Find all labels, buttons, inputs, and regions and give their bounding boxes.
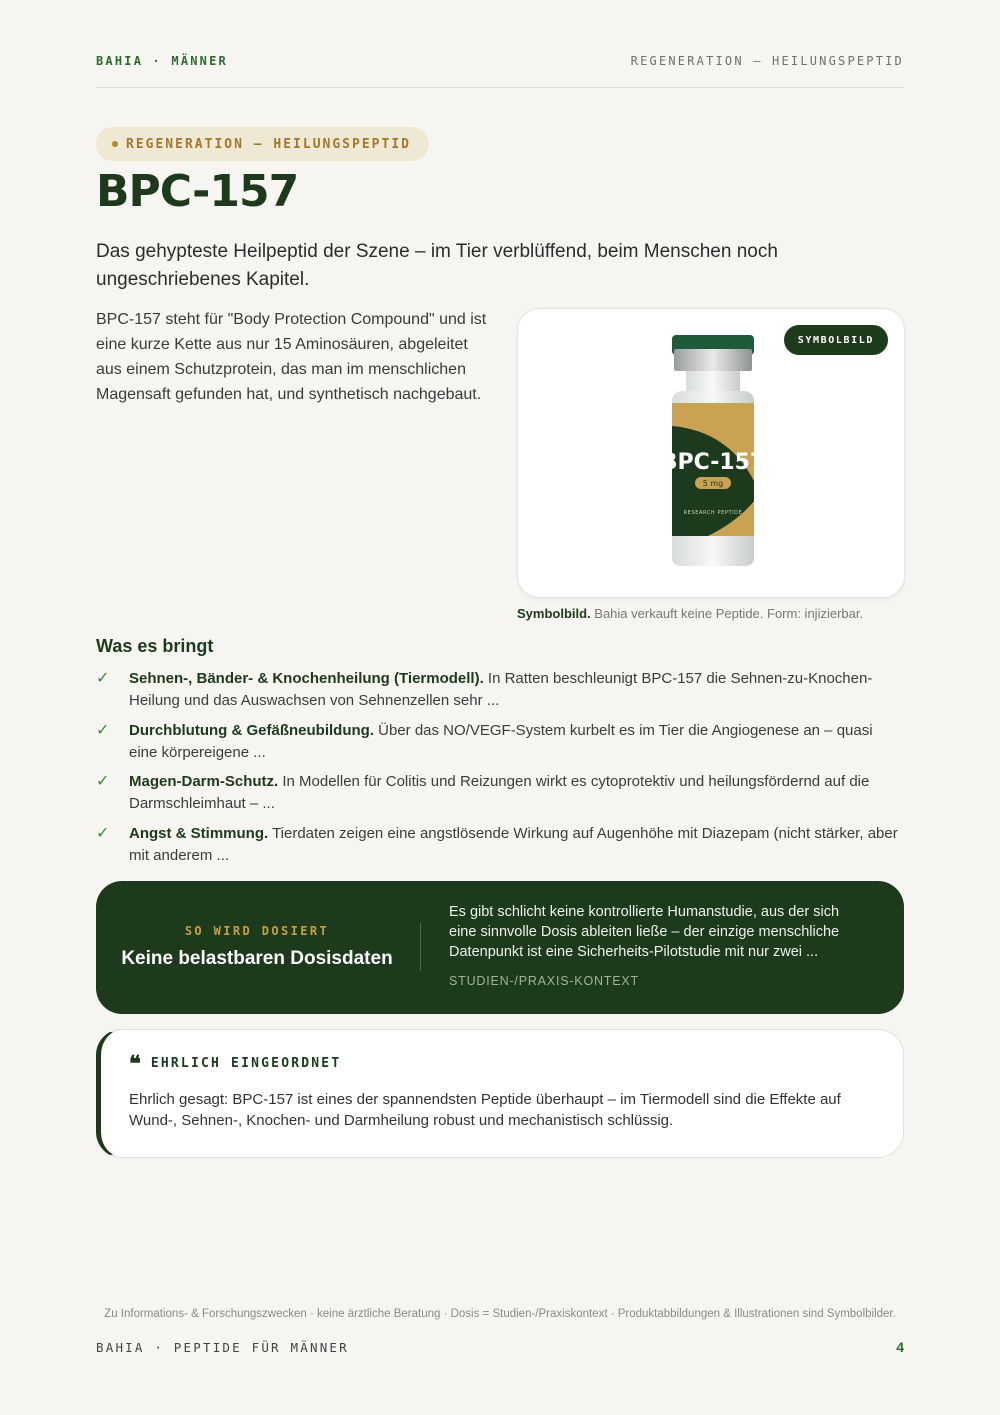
assessment-box xyxy=(96,1029,904,1158)
dosing-divider xyxy=(420,923,421,971)
benefit-title: Durchblutung & Gefäßneubildung. xyxy=(129,721,374,739)
header-section: REGENERATION – HEILUNGSPEPTID xyxy=(630,54,904,68)
page-number: 4 xyxy=(896,1339,904,1355)
check-icon: ✓ xyxy=(96,721,110,739)
benefit-item xyxy=(96,720,904,764)
caption-text: Bahia verkauft keine Peptide. Form: injizierbar. xyxy=(590,606,864,621)
vial-label: BPC-157 xyxy=(660,450,766,475)
check-icon: ✓ xyxy=(96,824,110,842)
image-caption xyxy=(517,606,907,621)
benefits-list xyxy=(96,668,904,874)
intro-text: BPC-157 steht für "Body Protection Compound" und ist eine kurze Kette aus nur 15 Aminosäuren, abgeleitet aus einem Schutzprotein, das man im menschlichen Magensaft gefunden hat, und synthetisch nachgebaut. xyxy=(96,311,487,403)
benefit-title: Magen-Darm-Schutz. xyxy=(129,773,279,790)
product-image-card xyxy=(517,308,905,598)
dosing-context: STUDIEN-/PRAXIS-KONTEXT xyxy=(449,974,639,988)
pill-dot-icon xyxy=(112,141,118,147)
dosing-summary xyxy=(96,881,418,1014)
category-pill xyxy=(96,127,429,161)
header-brand: BAHIA · MÄNNER xyxy=(96,54,228,68)
check-icon: ✓ xyxy=(96,773,110,790)
vial-image xyxy=(660,331,766,576)
benefit-text: In Modellen für Colitis und Reizungen wirkt es cytoprotektiv und heilungsfördernd auf die Darmschleimhaut – ... xyxy=(129,773,870,812)
footer-brand: BAHIA · PEPTIDE FÜR MÄNNER xyxy=(96,1339,349,1355)
page xyxy=(96,0,904,1415)
symbolbild-badge: SYMBOLBILD xyxy=(784,325,888,355)
quote-icon: ❝ xyxy=(129,1050,141,1077)
vial-sub: RESEARCH PEPTIDE xyxy=(683,510,743,516)
dosing-text: Es gibt schlicht keine kontrollierte Humanstudie, aus der sich eine sinnvolle Dosis ableiten ließe – der einzige menschliche Datenpunkt ist eine Sicherheits-Pilotstudie mit nur zwei ... xyxy=(449,904,840,960)
page-footer xyxy=(96,1339,904,1355)
benefits-heading: Was es bringt xyxy=(96,636,214,656)
dosing-title: Keine belastbaren Dosisdaten xyxy=(121,948,393,969)
benefit-text: In Ratten beschleunigt BPC-157 die Sehnen-zu-Knochen-Heilung und das Auswachsen von Sehnenzellen sehr ... xyxy=(129,670,873,709)
benefit-title: Angst & Stimmung. xyxy=(129,824,269,842)
page-title: BPC-157 xyxy=(96,166,299,217)
running-header xyxy=(96,54,904,68)
pill-label: REGENERATION – HEILUNGSPEPTID xyxy=(126,136,411,152)
benefit-item xyxy=(96,668,904,712)
footer-disclaimer: Zu Informations- & Forschungszwecken · keine ärztliche Beratung · Dosis = Studien-/Praxiskontext · Produktabbildungen & Illustrationen sind Symbolbilder. xyxy=(104,1308,896,1320)
assessment-header xyxy=(129,1050,342,1077)
caption-bold: Symbolbild. xyxy=(517,606,591,621)
benefit-text: Tierdaten zeigen eine angstlösende Wirkung auf Augenhöhe mit Diazepam (nicht stärker, aber mit anderem ... xyxy=(129,824,898,864)
benefit-text: Über das NO/VEGF-System kurbelt es im Tier die Angiogenese an – quasi eine körpereigene ... xyxy=(129,721,873,761)
header-divider xyxy=(96,87,904,88)
assessment-label: EHRLICH EINGEORDNET xyxy=(150,1056,342,1071)
benefit-title: Sehnen-, Bänder- & Knochenheilung (Tiermodell). xyxy=(129,670,484,687)
check-icon: ✓ xyxy=(96,670,110,687)
dosing-box xyxy=(96,881,904,1014)
benefit-item xyxy=(96,771,904,815)
assessment-text: Ehrlich gesagt: BPC-157 ist eines der spannendsten Peptide überhaupt – im Tiermodell sind die Effekte auf Wund-, Sehnen-, Knochen- und Darmheilung robust und mechanistisch schlüssig. xyxy=(129,1091,841,1129)
lead-text: Das gehypteste Heilpeptid der Szene – im Tier verblüffend, beim Menschen noch ungeschriebenes Kapitel. xyxy=(96,241,778,290)
vial-dose: 5 mg xyxy=(702,479,724,488)
dosing-label: SO WIRD DOSIERT xyxy=(184,924,330,938)
benefit-item xyxy=(96,823,904,867)
